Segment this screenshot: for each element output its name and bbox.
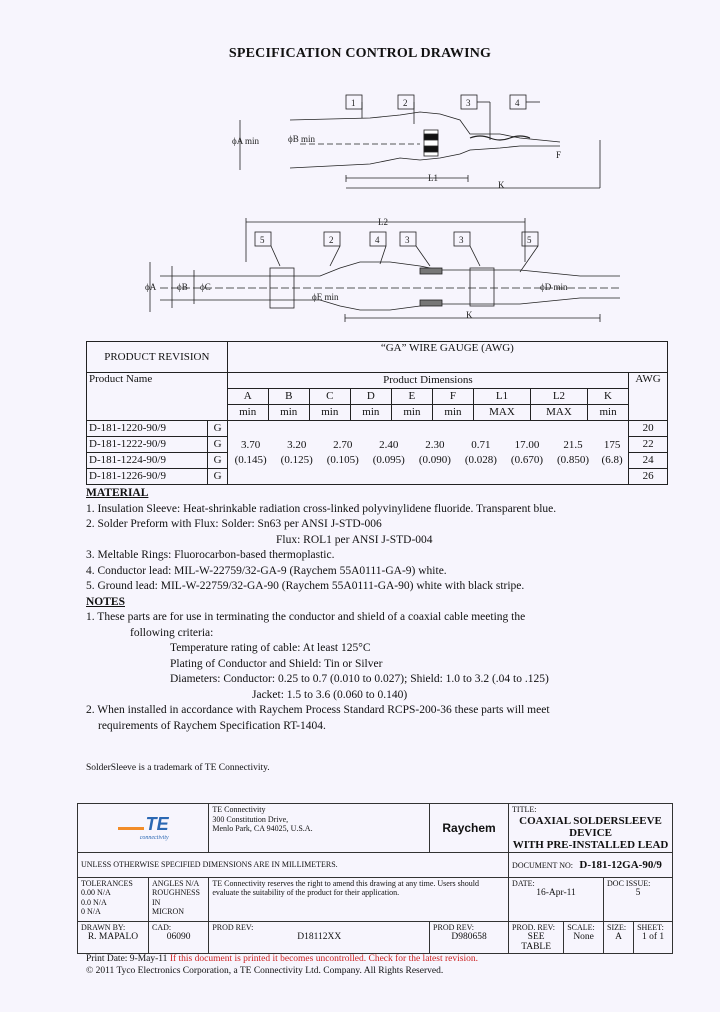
note-line: Plating of Conductor and Shield: Tin or Silver — [170, 657, 383, 670]
value-mm: 3.20 — [287, 438, 307, 451]
tolerances — [78, 877, 149, 921]
awg-cell: 20 — [629, 421, 668, 437]
cad-cell — [149, 921, 209, 954]
company-line: Menlo Park, CA 94025, U.S.A. — [212, 824, 313, 833]
revision-cell: G — [208, 453, 227, 469]
material-line: Flux: ROL1 per ANSI J-STD-004 — [276, 533, 433, 546]
col-letter: L2 — [530, 389, 587, 405]
callout-label: 2 — [403, 98, 408, 108]
size-cell — [604, 921, 634, 954]
material-line: 1. Insulation Sleeve: Heat-shrinkable radiation cross-linked polyvinylidene fluoride. Transparent blue. — [86, 502, 557, 515]
dim-label-phi-d: ϕD min — [540, 282, 568, 292]
value-in: (0.105) — [326, 453, 359, 466]
title-block — [77, 803, 673, 951]
material-section — [86, 486, 686, 734]
tolerance-line: TOLERANCES — [81, 878, 133, 888]
prod-rev-cell — [509, 921, 564, 954]
value-in: (0.145) — [234, 453, 267, 466]
scale-cell — [564, 921, 604, 954]
row-label: SHEET: — [637, 922, 664, 932]
header-product-dimensions: Product Dimensions — [227, 373, 628, 389]
scale-value: None — [573, 932, 594, 942]
col-letter: C — [309, 389, 350, 405]
value-mm: 0.71 — [471, 438, 491, 451]
dim-label-phi-b: ϕB — [177, 282, 188, 292]
revision-cell: G — [208, 421, 227, 437]
product-name-cell: D-181-1220-90/9 — [87, 421, 208, 437]
product-name-cell: D-181-1224-90/9 — [87, 453, 208, 469]
col-unit: min — [268, 405, 309, 421]
callout-label: 3 — [459, 235, 464, 245]
dim-label-phi-e: ϕE min — [312, 292, 339, 302]
note-line: 2. When installed in accordance with Raychem Process Standard RCPS-200-36 these parts will meet — [86, 704, 550, 716]
value-in: (0.028) — [464, 453, 497, 466]
disclaimer: TE Connectivity reserves the right to amend this drawing at any time. Users should evaluate the suitability of the product for their application. — [209, 877, 509, 921]
raychem-logo: Raychem — [430, 804, 509, 853]
value-mm: 2.40 — [379, 438, 399, 451]
col-unit: MAX — [530, 405, 587, 421]
issue-label: DOC ISSUE: — [607, 878, 651, 888]
page-title: SPECIFICATION CONTROL DRAWING — [228, 46, 492, 61]
row-label: DRAWN BY: — [81, 922, 126, 932]
col-unit: min — [391, 405, 432, 421]
product-name-cell: D-181-1222-90/9 — [87, 437, 208, 453]
dim-label-l2: L2 — [378, 217, 388, 227]
doc-number: D-181-12GA-90/9 — [579, 858, 662, 871]
dim-label-phi-b: ϕB min — [288, 134, 315, 144]
value-mm: 2.70 — [333, 438, 353, 451]
note-line: following criteria: — [130, 626, 214, 639]
print-footer — [86, 954, 478, 964]
col-letter: L1 — [474, 389, 531, 405]
callout-label: 3 — [466, 98, 471, 108]
cad-value: 06090 — [166, 932, 191, 942]
col-letter: E — [391, 389, 432, 405]
row-label: CAD: — [152, 922, 172, 932]
title-line: COAXIAL SOLDERSLEEVE DEVICE — [519, 814, 662, 839]
note-line: 1. These parts are for use in terminating the conductor and shield of a coaxial cable meeting the — [86, 611, 526, 623]
revision-cell: G — [208, 469, 227, 485]
ref2-cell — [430, 921, 509, 954]
awg-cell: 22 — [629, 437, 668, 453]
bottom-view-drawing — [150, 218, 620, 322]
header-wire-gauge: “GA” WIRE GAUGE (AWG) — [227, 342, 667, 373]
angles — [149, 877, 209, 921]
dim-label-k: K — [498, 180, 505, 190]
dim-label-l1: L1 — [428, 173, 438, 183]
material-line: 2. Solder Preform with Flux: Solder: Sn63 per ANSI J-STD-006 — [86, 518, 382, 530]
ref1-cell — [209, 921, 430, 954]
value-mm: 17.00 — [514, 438, 540, 451]
title-cell — [509, 804, 673, 853]
size-value: A — [615, 932, 622, 942]
drawn-by: R. MAPALO — [87, 932, 139, 942]
dim-label-phi-c: ϕC — [200, 282, 211, 292]
date-value: 16-Apr-11 — [536, 888, 576, 898]
col-letter: B — [268, 389, 309, 405]
material-line: 4. Conductor lead: MIL-W-22759/32-GA-9 (Raychem 55A0111-GA-9) white. — [86, 564, 447, 577]
uncontrolled-warning: If this document is printed it becomes uncontrolled. Check for the latest revision. — [169, 954, 478, 964]
issue-cell — [604, 877, 673, 921]
callout-label: 5 — [260, 235, 265, 245]
copyright: © 2011 Tyco Electronics Corporation, a TE Connectivity Ltd. Company. All Rights Reserved. — [86, 966, 444, 976]
angles-line: ROUGHNESS IN — [152, 888, 201, 907]
callout-label: 4 — [375, 235, 380, 245]
value-mm: 2.30 — [425, 438, 445, 451]
note-line: Temperature rating of cable: At least 125°C — [170, 642, 371, 654]
header-product-revision: PRODUCT REVISION — [87, 342, 228, 373]
trademark-note: SolderSleeve is a trademark of TE Connectivity. — [86, 763, 270, 773]
doc-label: DOCUMENT NO: — [512, 860, 574, 870]
col-letter: D — [350, 389, 391, 405]
drawn-by-cell — [78, 921, 149, 954]
prod-rev-value: SEE TABLE — [521, 932, 552, 952]
note-line: Diameters: Conductor: 0.25 to 0.7 (0.010 to 0.027); Shield: 1.0 to 3.2 (.04 to .125) — [170, 673, 549, 685]
tolerance-line: 0.00 N/A — [81, 888, 111, 897]
technical-drawing — [0, 0, 720, 340]
value-mm: 175 — [603, 438, 621, 451]
callout-label: 4 — [515, 98, 520, 108]
issue-value: 5 — [635, 888, 641, 898]
row-label: PROD REV: — [433, 922, 475, 932]
col-unit: min — [227, 405, 268, 421]
company-line: 300 Constitution Drive, — [212, 814, 289, 824]
dim-label-k: K — [466, 310, 473, 320]
company-line: TE Connectivity — [212, 805, 266, 814]
product-name-cell: D-181-1226-90/9 — [87, 469, 208, 485]
value-in: (0.125) — [280, 453, 313, 466]
te-logo-sub: connectivity — [139, 835, 169, 842]
units-note: UNLESS OTHERWISE SPECIFIED DIMENSIONS ARE IN MILLIMETERS. — [78, 852, 509, 877]
value-in: (0.670) — [510, 453, 543, 466]
material-line: 5. Ground lead: MIL-W-22759/32-GA-90 (Raychem 55A0111-GA-90) white with black stripe. — [86, 580, 525, 592]
sheet-value: 1 of 1 — [641, 932, 665, 942]
row-label: PROD. REV: — [512, 922, 556, 932]
material-line: 3. Meltable Rings: Fluorocarbon-based thermoplastic. — [86, 549, 335, 561]
col-unit: min — [587, 405, 628, 421]
date-cell — [509, 877, 604, 921]
value-in: (0.090) — [418, 453, 451, 466]
col-letter: F — [432, 389, 473, 405]
col-letter: A — [227, 389, 268, 405]
print-date: Print Date: 9-May-11 — [86, 954, 168, 964]
header-product-name: Product Name — [87, 373, 228, 421]
col-letter: K — [587, 389, 628, 405]
sheet-cell — [634, 921, 673, 954]
row-label: SCALE: — [567, 922, 595, 932]
callout-label: 1 — [351, 98, 356, 108]
company-address — [209, 804, 430, 853]
tolerance-line: 0.0 N/A — [81, 897, 107, 907]
title-line: WITH PRE-INSTALLED LEAD — [512, 838, 669, 851]
value-in: (6.8) — [601, 453, 623, 466]
row-label: SIZE: — [607, 922, 627, 932]
ref2-value: D980658 — [451, 932, 487, 942]
callout-label: 5 — [527, 235, 532, 245]
tolerance-line: 0 N/A — [81, 907, 101, 916]
value-mm: 21.5 — [563, 438, 583, 451]
callout-label: 3 — [405, 235, 410, 245]
col-unit: MAX — [474, 405, 531, 421]
material-heading: MATERIAL — [86, 487, 149, 499]
row-label: PROD REV: — [212, 922, 254, 932]
date-label: DATE: — [512, 878, 535, 888]
value-mm: 3.70 — [241, 438, 261, 451]
te-logo-text: TE — [145, 814, 169, 835]
dim-label-phi-a: ϕA min — [232, 136, 259, 146]
ref1-value: D18112XX — [297, 932, 342, 942]
notes-heading: NOTES — [86, 595, 125, 608]
dim-label-f: F — [556, 150, 562, 160]
col-unit: min — [432, 405, 473, 421]
awg-cell: 24 — [629, 453, 668, 469]
callout-label: 2 — [329, 235, 334, 245]
title-label: TITLE: — [512, 805, 537, 814]
value-in: (0.850) — [556, 453, 590, 466]
dimension-values — [228, 423, 628, 483]
value-in: (0.095) — [372, 453, 405, 466]
header-awg: AWG — [629, 373, 668, 421]
revision-cell: G — [208, 437, 227, 453]
te-logo — [78, 804, 209, 853]
col-unit: min — [309, 405, 350, 421]
dim-label-phi-a: ϕA — [145, 282, 157, 292]
col-unit: min — [350, 405, 391, 421]
dimension-table — [86, 341, 668, 485]
note-line: Jacket: 1.5 to 3.6 (0.060 to 0.140) — [252, 688, 408, 701]
awg-cell: 26 — [629, 469, 668, 485]
angles-line: ANGLES N/A — [152, 878, 200, 888]
angles-line: MICRON — [152, 907, 185, 916]
note-line: requirements of Raychem Specification RT-1404. — [98, 719, 326, 732]
